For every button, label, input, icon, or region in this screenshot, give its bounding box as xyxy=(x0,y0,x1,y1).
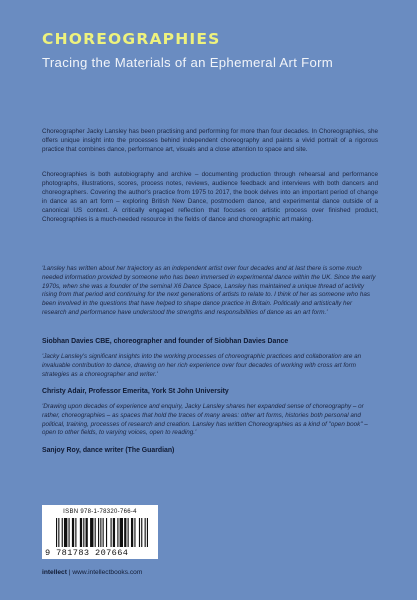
barcode-bar xyxy=(113,518,115,547)
publisher-separator: | xyxy=(66,569,73,576)
barcode-bar xyxy=(80,518,82,547)
barcode-bar xyxy=(139,518,140,547)
barcode-bar xyxy=(75,518,76,547)
barcode-bar xyxy=(120,518,123,547)
endorsement-quote-2: 'Jacky Lansley's significant insights into the working processes of choreographic practices and collaboration are an invaluable contribution to dance, drawing on her rich experience over four decades of working with cross art form strategies as a choreographer and writer.' xyxy=(42,353,362,378)
barcode-bar xyxy=(98,518,99,547)
barcode-bar xyxy=(141,518,142,547)
book-title: CHOREOGRAPHIES xyxy=(42,30,221,48)
endorsement-attribution-3: Sanjoy Roy, dance writer (The Guardian) xyxy=(42,447,175,454)
barcode-bar xyxy=(128,518,129,547)
barcode-bar xyxy=(58,518,59,547)
barcode-bar xyxy=(86,518,88,547)
publisher-name: intellect xyxy=(42,569,67,576)
endorsement-quote-3: 'Drawing upon decades of experience and enquiry, Jacky Lansley shares her expanded sense of choreography – or rather, choreographies – as spaces that hold the traces of many areas: other art forms, histories both personal and political, training, processes of research and creation. Lansley has written Choreographies as a kind of "open book" – open to other fields, to varying voices, open to reading.' xyxy=(42,403,368,437)
barcode-bar xyxy=(111,518,112,547)
barcode-bar xyxy=(56,518,57,547)
barcode-bars xyxy=(56,518,148,547)
endorsement-attribution-2: Christy Adair, Professor Emerita, York St John University xyxy=(42,388,229,395)
barcode-bar xyxy=(62,518,63,547)
barcode-bar xyxy=(95,518,96,547)
barcode-bar xyxy=(103,518,104,547)
publisher-line xyxy=(42,569,142,576)
endorsement-quote-1: 'Lansley has written about her trajectory as an independent artist over four decades and at last there is some much needed information provided by someone who has been immersed in experimental dance within the UK. Since the early 1970s, when she was a founder of the seminal X6 Dance Space, Lansley has maintained a unique thread of activity rising from that period and continuing for the next generations of artists to relate to. I think of her as someone who has been involved in the questions that have helped to shape dance practice in Britain. Politically and artistically her research and performance have understood the strengths and responsibilities of dance as an art form.' xyxy=(42,265,376,316)
barcode-bar xyxy=(124,518,126,547)
barcode-bar xyxy=(68,518,69,547)
book-subtitle: Tracing the Materials of an Ephemeral Art Form xyxy=(42,55,334,70)
barcode-bar xyxy=(145,518,146,547)
barcode-digits: 9 781783 207664 xyxy=(45,548,129,558)
barcode-bar xyxy=(131,518,133,547)
barcode-bar xyxy=(106,518,107,547)
barcode-bar xyxy=(90,518,93,547)
barcode-bar xyxy=(64,518,67,547)
barcode-bar xyxy=(147,518,148,547)
description-paragraph-2: Choreographies is both autobiography and archive – documenting production through rehearsal and performance photographs, illustrations, scores, process notes, reviews, audience feedback and interviews with both dancers and choreographers. Covering the author's practice from 1975 to 2017, the book delves into an important period of change in dance as an art form – exploring British New Dance, postmodern dance, and experimental dance outside of a canonical US context. A critically engaged reflection that focuses on artistic process over finished product, Choreographies is a much-needed resource in the fields of dance and choreographic art making. xyxy=(42,171,378,223)
endorsement-attribution-1: Siobhan Davies CBE, choreographer and founder of Siobhan Davies Dance xyxy=(42,338,289,345)
isbn-label: ISBN 978-1-78320-766-4 xyxy=(63,509,137,515)
isbn-barcode xyxy=(42,505,158,559)
barcode-bar xyxy=(134,518,135,547)
publisher-url[interactable]: www.intellectbooks.com xyxy=(72,569,143,576)
barcode-bar xyxy=(100,518,101,547)
barcode-bar xyxy=(72,518,74,547)
barcode-bar xyxy=(117,518,118,547)
description-paragraph-1: Choreographer Jacky Lansley has been practising and performing for more than four decades. In Choreographies, she offers unique insight into the processes behind independent choreography and paints a vivid portrait of a rigorous practice that combines dance, performance art, visuals and a close attention to space and site. xyxy=(42,128,378,153)
barcode-bar xyxy=(83,518,84,547)
